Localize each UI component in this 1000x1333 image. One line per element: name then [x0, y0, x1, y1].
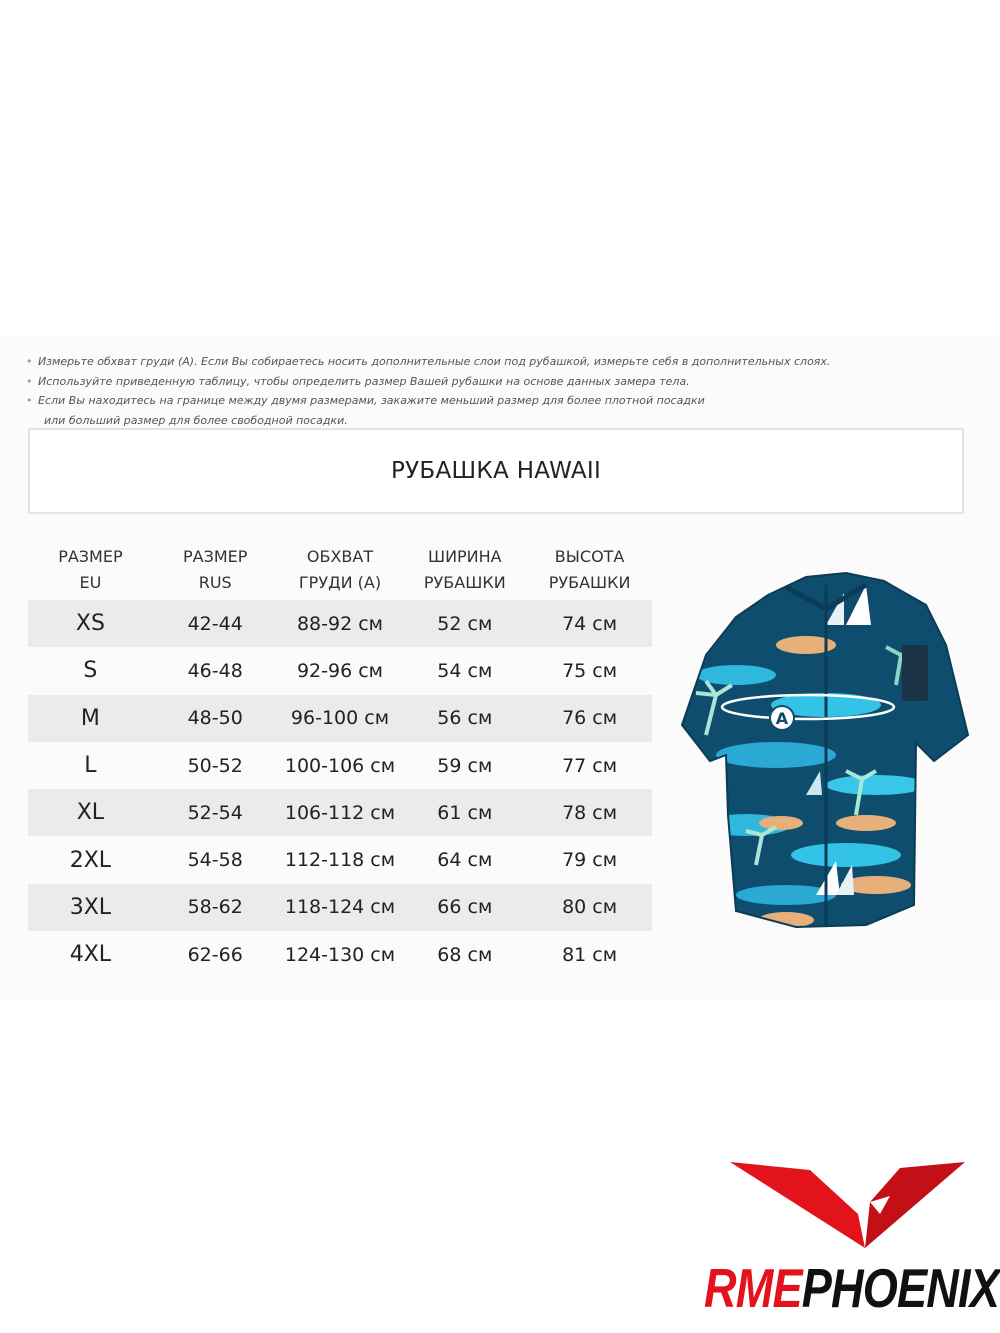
header-size-rus: РАЗМЕР RUS: [182, 547, 248, 592]
measurement-notes: [26, 352, 986, 430]
note-item-continuation: или больший размер для более свободной посадки.: [44, 413, 348, 427]
header-chest: ОБХВАТ ГРУДИ (А): [298, 547, 382, 592]
cell-height: 81 см: [562, 943, 618, 966]
cell-height: 75 см: [562, 659, 618, 682]
header-shirt-width: ШИРИНА РУБАШКИ: [423, 547, 506, 592]
phoenix-wing-icon: [730, 1162, 970, 1252]
table-row: [28, 789, 652, 836]
header-shirt-height: ВЫСОТА РУБАШКИ: [548, 547, 631, 592]
table-row: [28, 884, 652, 931]
cell-width: 64 см: [437, 849, 493, 872]
brand-logo: [700, 1158, 1000, 1328]
size-table: [28, 540, 652, 978]
cell-size-rus: 46-48: [187, 659, 243, 682]
cell-size-rus: 48-50: [153, 695, 278, 742]
cell-height: 74 см: [527, 600, 652, 647]
cell-chest: 88-92 см: [278, 600, 403, 647]
cell-chest: 96-100 см: [278, 695, 403, 742]
table-header-row: [28, 540, 652, 600]
cell-width: 56 см: [402, 695, 527, 742]
cell-width: 52 см: [402, 600, 527, 647]
cell-size-eu: 2XL: [69, 847, 112, 873]
shirt-illustration: [676, 565, 976, 935]
logo-text: RMEPHOENIX: [704, 1257, 1000, 1319]
cell-height: 78 см: [527, 789, 652, 836]
cell-size-eu: L: [84, 753, 97, 779]
cell-width: 59 см: [437, 754, 493, 777]
header-size-eu: РАЗМЕР EU: [58, 547, 123, 592]
cell-height: 77 см: [562, 754, 618, 777]
note-item: • Измерьте обхват груди (А). Если Вы собираетесь носить дополнительные слои под рубашкой, измерьте себя в дополнительных слоях.: [26, 352, 986, 372]
table-row: [28, 931, 652, 978]
cell-size-eu: 3XL: [28, 884, 153, 931]
cell-chest: 124-130 см: [284, 943, 396, 966]
table-row: [28, 695, 652, 742]
cell-size-rus: 50-52: [187, 754, 243, 777]
chest-marker: A: [775, 709, 789, 728]
cell-size-eu: S: [83, 658, 98, 684]
cell-chest: 106-112 см: [278, 789, 403, 836]
cell-chest: 118-124 см: [278, 884, 403, 931]
cell-chest: 92-96 см: [296, 659, 383, 682]
cell-size-rus: 52-54: [153, 789, 278, 836]
cell-height: 79 см: [562, 849, 618, 872]
cell-chest: 100-106 см: [284, 754, 396, 777]
bullet-icon: •: [26, 355, 33, 368]
cell-chest: 112-118 см: [284, 849, 396, 872]
bullet-icon: •: [26, 374, 33, 388]
product-title: РУБАШКА HAWAII: [390, 458, 602, 484]
cell-size-rus: 62-66: [187, 943, 243, 966]
note-item: • Если Вы находитесь на границе между двумя размерами, закажите меньший размер для более плотной посадки: [26, 391, 986, 411]
cell-size-eu: M: [28, 695, 153, 742]
cell-size-rus: 42-44: [153, 600, 278, 647]
table-row: [28, 742, 652, 789]
note-item: • Используйте приведенную таблицу, чтобы определить размер Вашей рубашки на основе данных замера тела.: [26, 372, 986, 392]
cell-height: 80 см: [527, 884, 652, 931]
cell-height: 76 см: [527, 695, 652, 742]
bullet-icon: •: [26, 394, 33, 407]
product-title-box: [28, 428, 964, 514]
table-row: [28, 647, 652, 694]
cell-size-eu: XS: [28, 600, 153, 647]
cell-size-eu: 4XL: [69, 942, 112, 968]
table-row: [28, 600, 652, 647]
cell-size-eu: XL: [28, 789, 153, 836]
cell-width: 66 см: [402, 884, 527, 931]
cell-width: 68 см: [437, 943, 493, 966]
cell-width: 61 см: [402, 789, 527, 836]
cell-width: 54 см: [437, 659, 493, 682]
table-row: [28, 836, 652, 883]
cell-size-rus: 54-58: [187, 849, 243, 872]
cell-size-rus: 58-62: [153, 884, 278, 931]
